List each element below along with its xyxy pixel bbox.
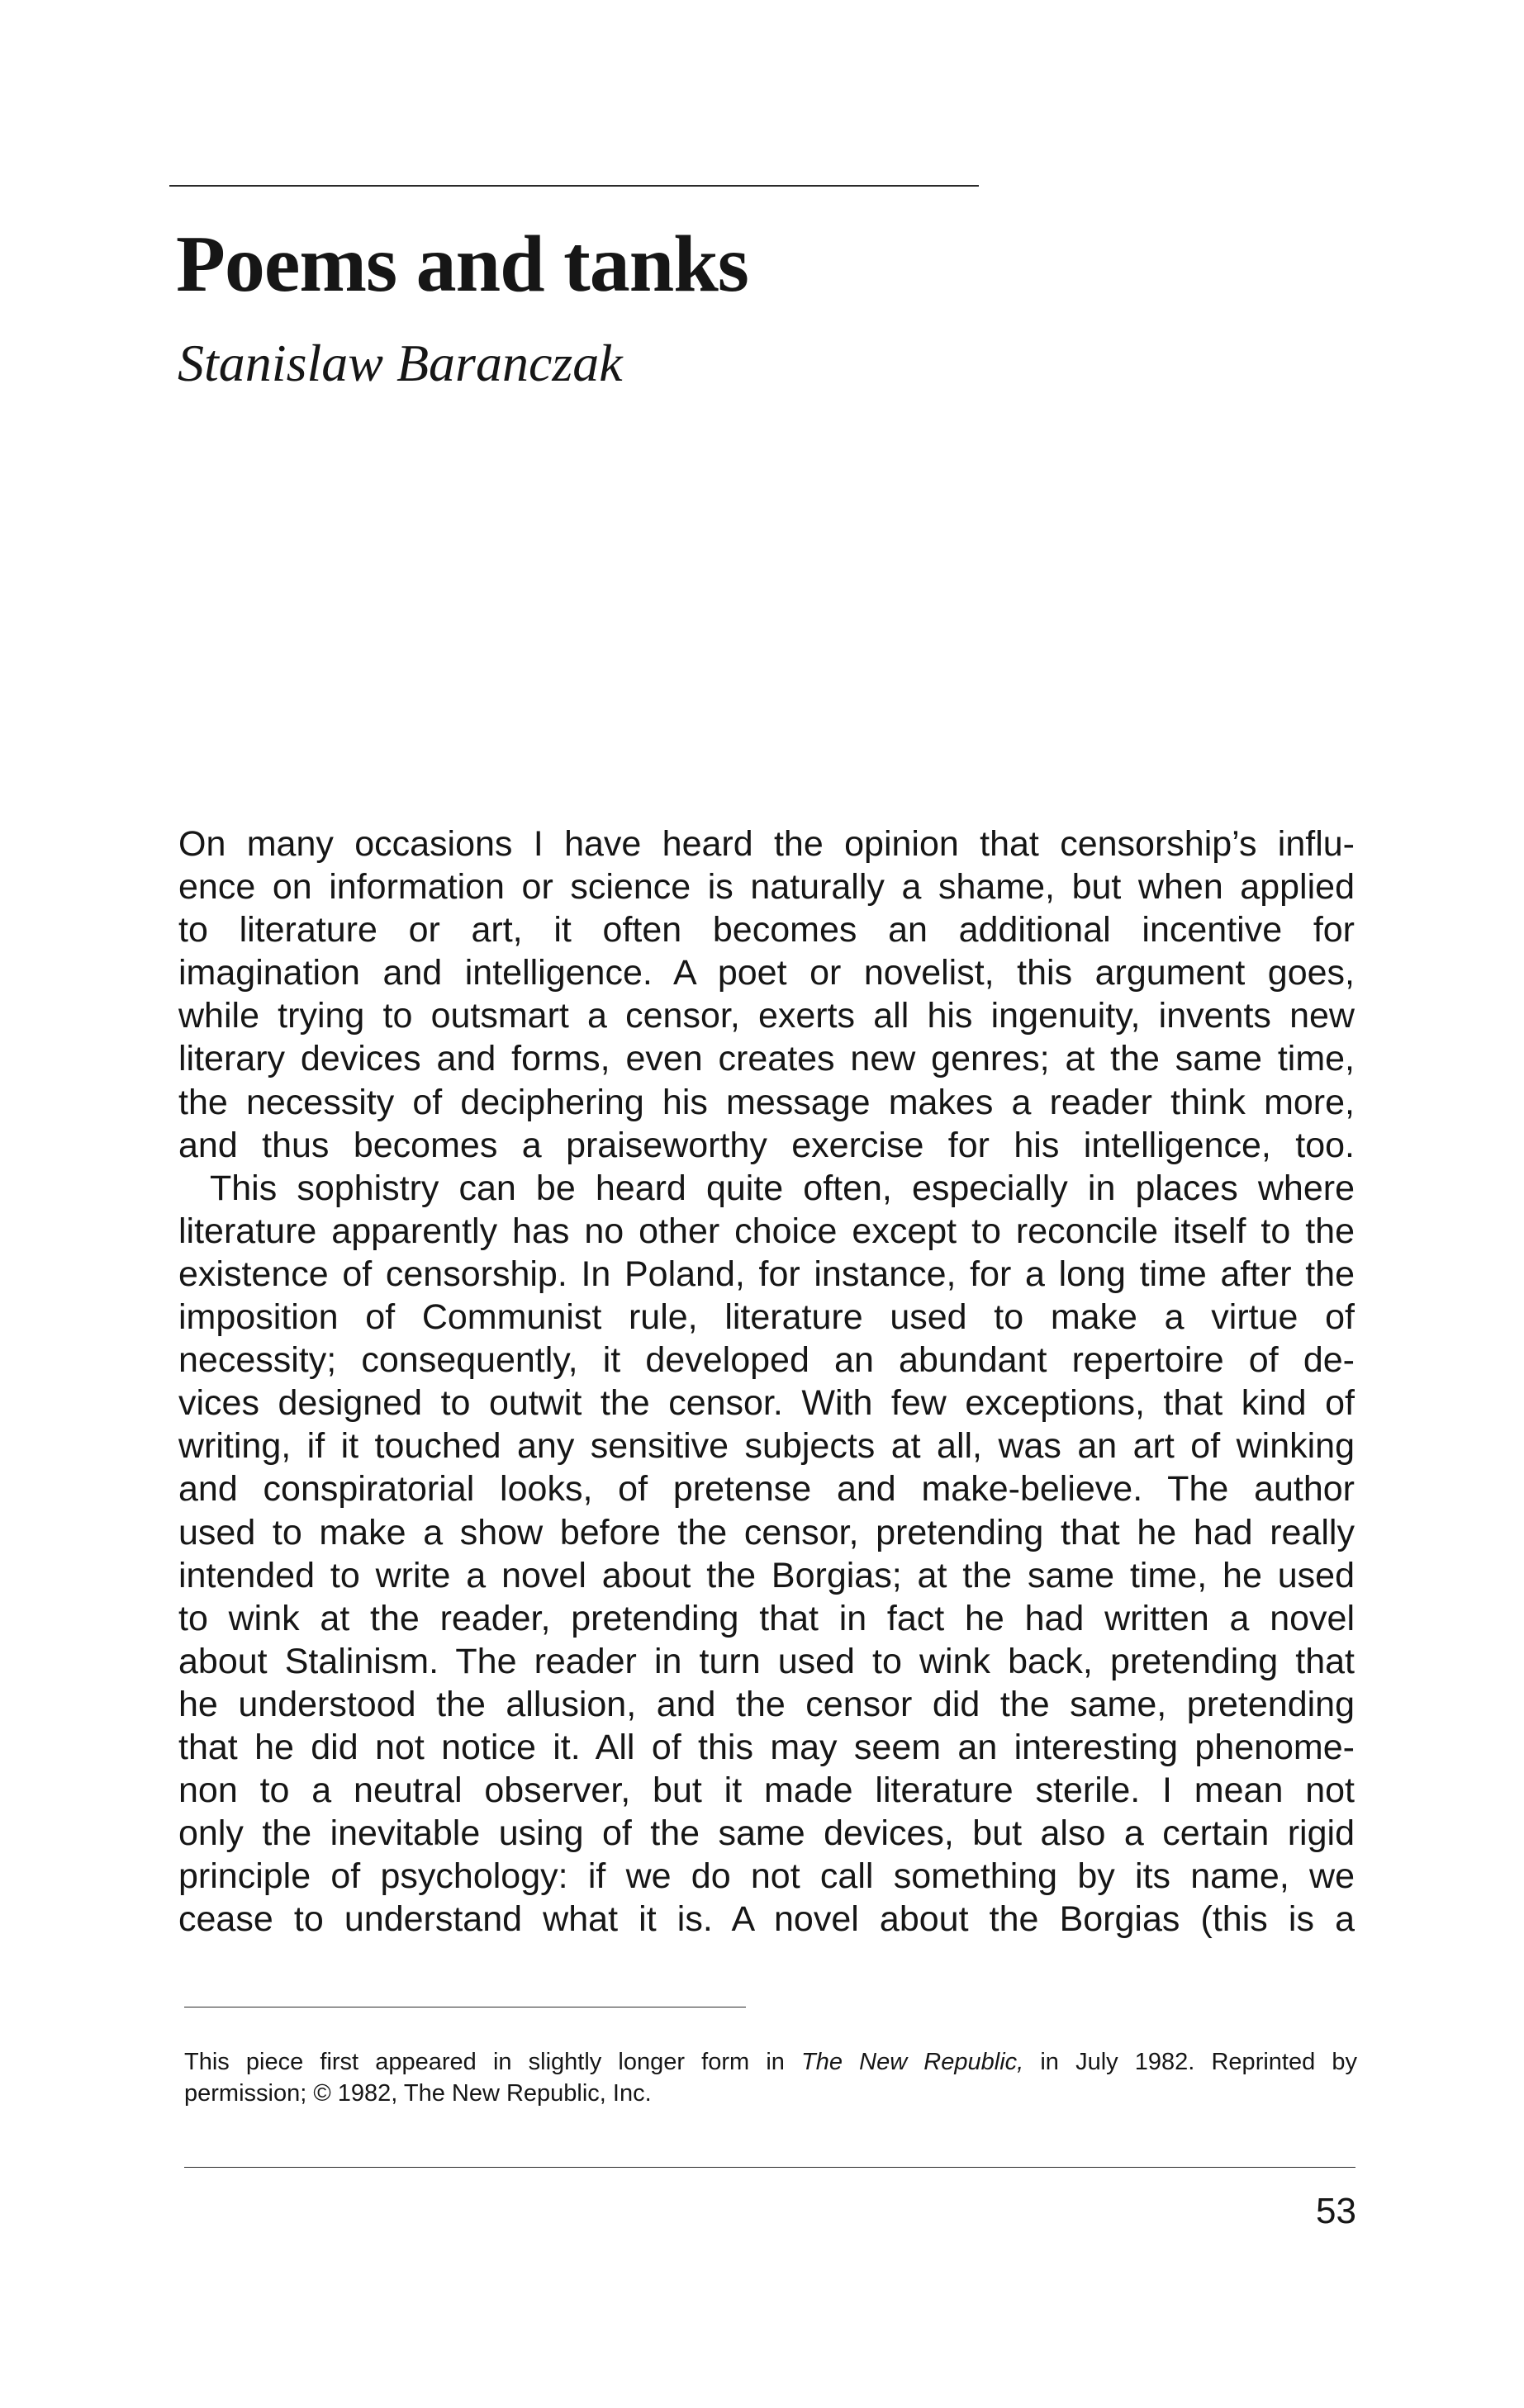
body-line: literary devices and forms, even creates new genres; at the same time, bbox=[178, 1039, 1355, 1079]
article-author: Stanislaw Baranczak bbox=[178, 334, 623, 392]
body-line: non to a neutral observer, but it made literature sterile. I mean not bbox=[178, 1770, 1355, 1811]
article-title: Poems and tanks bbox=[176, 220, 748, 309]
body-line: vices designed to outwit the censor. With few exceptions, that kind of bbox=[178, 1383, 1355, 1424]
body-line: principle of psychology: if we do not call something by its name, we bbox=[178, 1856, 1355, 1897]
footnote-text: This piece first appeared in slightly longer form in bbox=[184, 2049, 802, 2075]
body-line: and thus becomes a praiseworthy exercise for his intelligence, too. bbox=[178, 1125, 1355, 1165]
body-line: only the inevitable using of the same devices, but also a certain rigid bbox=[178, 1813, 1355, 1854]
body-line: intended to write a novel about the Borgias; at the same time, he used bbox=[178, 1555, 1355, 1595]
body-line-paragraph-start: This sophistry can be heard quite often, especially in places where bbox=[210, 1168, 1355, 1208]
footnote-line bbox=[184, 2046, 1357, 2078]
footnote bbox=[184, 2046, 1357, 2109]
body-line: to literature or art, it often becomes an additional incentive for bbox=[178, 910, 1355, 950]
footnote-line: permission; © 1982, The New Republic, Inc. bbox=[184, 2080, 652, 2107]
body-line: to wink at the reader, pretending that in fact he had written a novel bbox=[178, 1598, 1355, 1638]
body-line: existence of censorship. In Poland, for instance, for a long time after the bbox=[178, 1254, 1355, 1294]
footnote-text: in July 1982. Reprinted by bbox=[1023, 2049, 1357, 2075]
body-line: literature apparently has no other choice except to reconcile itself to the bbox=[178, 1211, 1355, 1251]
body-line: used to make a show before the censor, pretending that he had really bbox=[178, 1512, 1355, 1552]
body-line: imagination and intelligence. A poet or novelist, this argument goes, bbox=[178, 953, 1355, 993]
body-line: while trying to outsmart a censor, exerts all his ingenuity, invents new bbox=[178, 996, 1355, 1036]
body-line: ence on information or science is naturally a shame, but when applied bbox=[178, 867, 1355, 908]
body-line: writing, if it touched any sensitive subjects at all, was an art of winking bbox=[178, 1426, 1355, 1467]
body-line: imposition of Communist rule, literature used to make a virtue of bbox=[178, 1297, 1355, 1338]
footnote-publication: The New Republic, bbox=[801, 2049, 1024, 2075]
body-line: that he did not notice it. All of this may seem an interesting phenome- bbox=[178, 1727, 1355, 1767]
body-line: the necessity of deciphering his message makes a reader think more, bbox=[178, 1082, 1355, 1122]
article-body bbox=[178, 822, 1355, 1941]
header-rule bbox=[169, 185, 979, 187]
body-line: On many occasions I have heard the opinion that censorship’s influ- bbox=[178, 824, 1355, 864]
body-line: cease to understand what it is. A novel about the Borgias (this is a bbox=[178, 1899, 1355, 1940]
body-line: necessity; consequently, it developed an abundant repertoire of de- bbox=[178, 1340, 1355, 1381]
body-line: he understood the allusion, and the censor did the same, pretending bbox=[178, 1684, 1355, 1724]
footer-rule bbox=[184, 2167, 1355, 2168]
body-line: about Stalinism. The reader in turn used to wink back, pretending that bbox=[178, 1641, 1355, 1681]
page-number: 53 bbox=[1316, 2191, 1356, 2231]
body-line: and conspiratorial looks, of pretense and make-believe. The author bbox=[178, 1469, 1355, 1510]
